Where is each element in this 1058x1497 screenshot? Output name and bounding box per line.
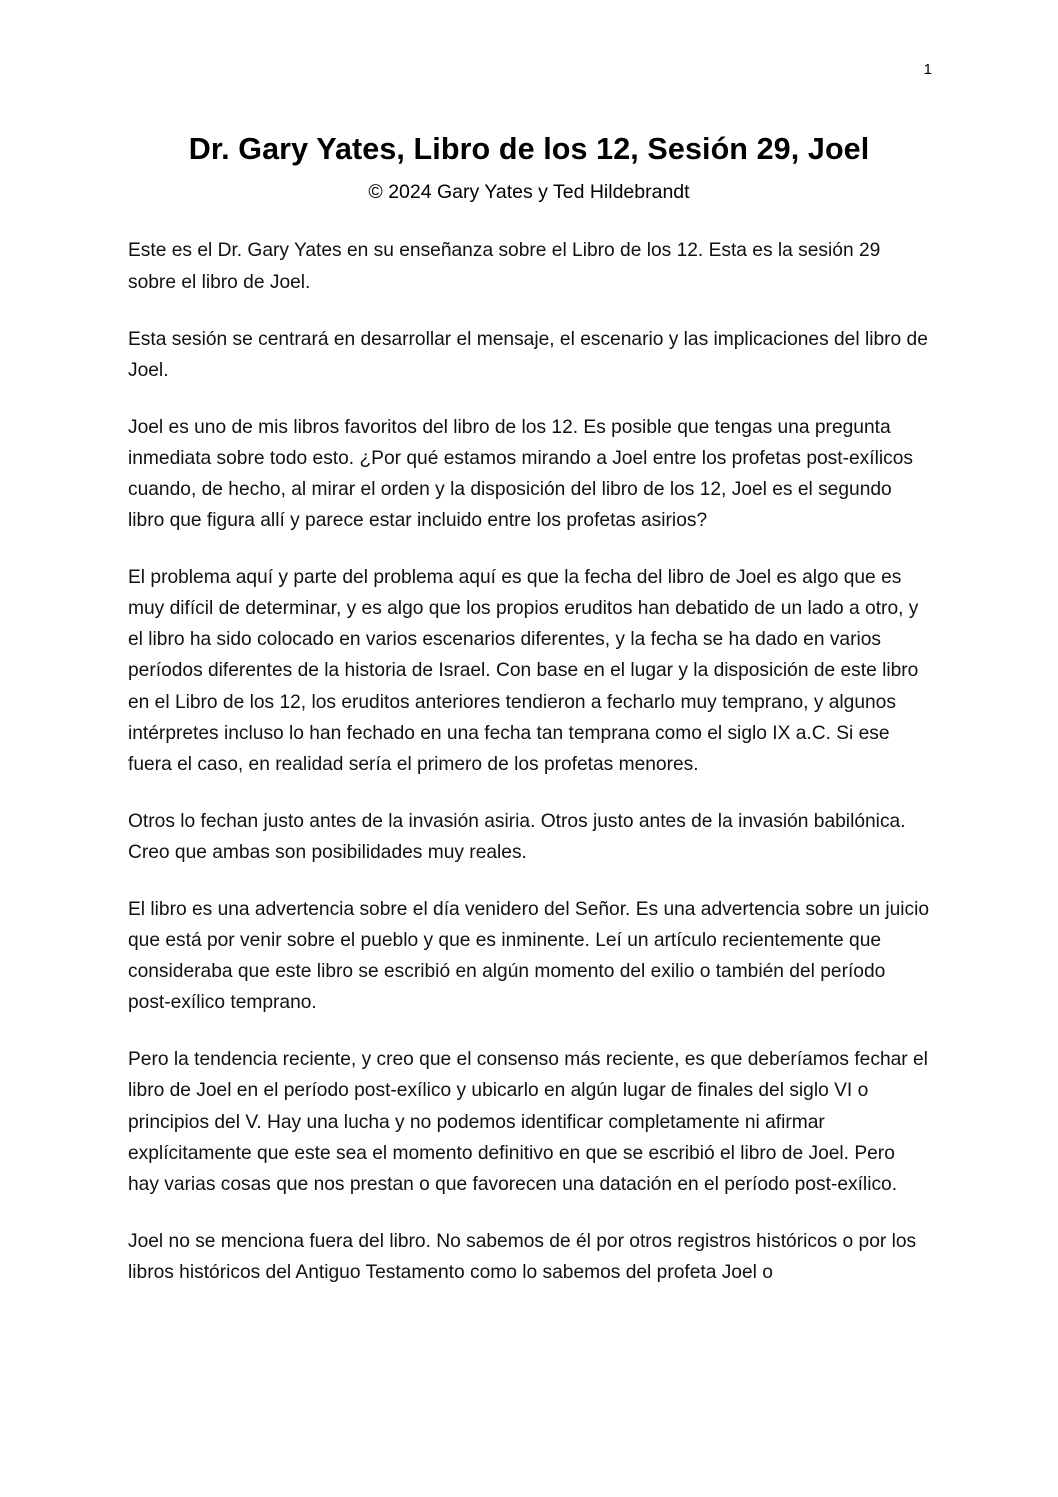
paragraph: Este es el Dr. Gary Yates en su enseñanza sobre el Libro de los 12. Esta es la sesión 29 sobre el libro de Joel. xyxy=(128,240,881,293)
paragraph: Otros lo fechan justo antes de la invasión asiria. Otros justo antes de la invasión babilónica. Creo que ambas son posibilidades muy reales. xyxy=(128,810,906,863)
copyright-line: © 2024 Gary Yates y Ted Hildebrandt xyxy=(368,181,690,204)
page-title: Dr. Gary Yates, Libro de los 12, Sesión 29, Joel xyxy=(188,132,870,166)
document-content xyxy=(128,128,930,1288)
paragraph: Pero la tendencia reciente, y creo que el consenso más reciente, es que deberíamos fechar el libro de Joel en el período post-exílico y ubicarlo en algún lugar de finales del siglo VI o principios del V. Hay una lucha y no podemos identificar completamente ni afirmar explícitamente que este sea el momento definitivo en que se escribió el libro de Joel. Pero hay varias cosas que nos prestan o que favorecen una datación en el período post-exílico. xyxy=(128,1049,928,1195)
paragraph: Joel no se menciona fuera del libro. No sabemos de él por otros registros históricos o por los libros históricos del Antiguo Testamento como lo sabemos del profeta Joel o xyxy=(128,1230,917,1283)
paragraph: El problema aquí y parte del problema aquí es que la fecha del libro de Joel es algo que es muy difícil de determinar, y es algo que los propios eruditos han debatido de un lado a otro, y el libro ha sido colocado en varios escenarios diferentes, y la fecha se ha dado en varios períodos diferentes de la historia de Israel. Con base en el lugar y la disposición de este libro en el Libro de los 12, los eruditos anteriores tendieron a fecharlo muy temprano, y algunos intérpretes incluso lo han fechado en una fecha tan temprana como el siglo IX a.C. Si ese fuera el caso, en realidad sería el primero de los profetas menores. xyxy=(128,567,919,775)
page-number: 1 xyxy=(923,61,932,78)
paragraph: Joel es uno de mis libros favoritos del libro de los 12. Es posible que tengas una pregunta inmediata sobre todo esto. ¿Por qué estamos mirando a Joel entre los profetas post-exílicos cuando, de hecho, al mirar el orden y la disposición del libro de los 12, Joel es el segundo libro que figura allí y parece estar incluido entre los profetas asirios? xyxy=(128,416,913,532)
paragraph: Esta sesión se centrará en desarrollar el mensaje, el escenario y las implicaciones del libro de Joel. xyxy=(128,328,928,381)
body-text xyxy=(128,235,930,1288)
paragraph: El libro es una advertencia sobre el día venidero del Señor. Es una advertencia sobre un juicio que está por venir sobre el pueblo y que es inminente. Leí un artículo recientemente que consideraba que este libro se escribió en algún momento del exilio o también del período post-exílico temprano. xyxy=(128,899,930,1014)
